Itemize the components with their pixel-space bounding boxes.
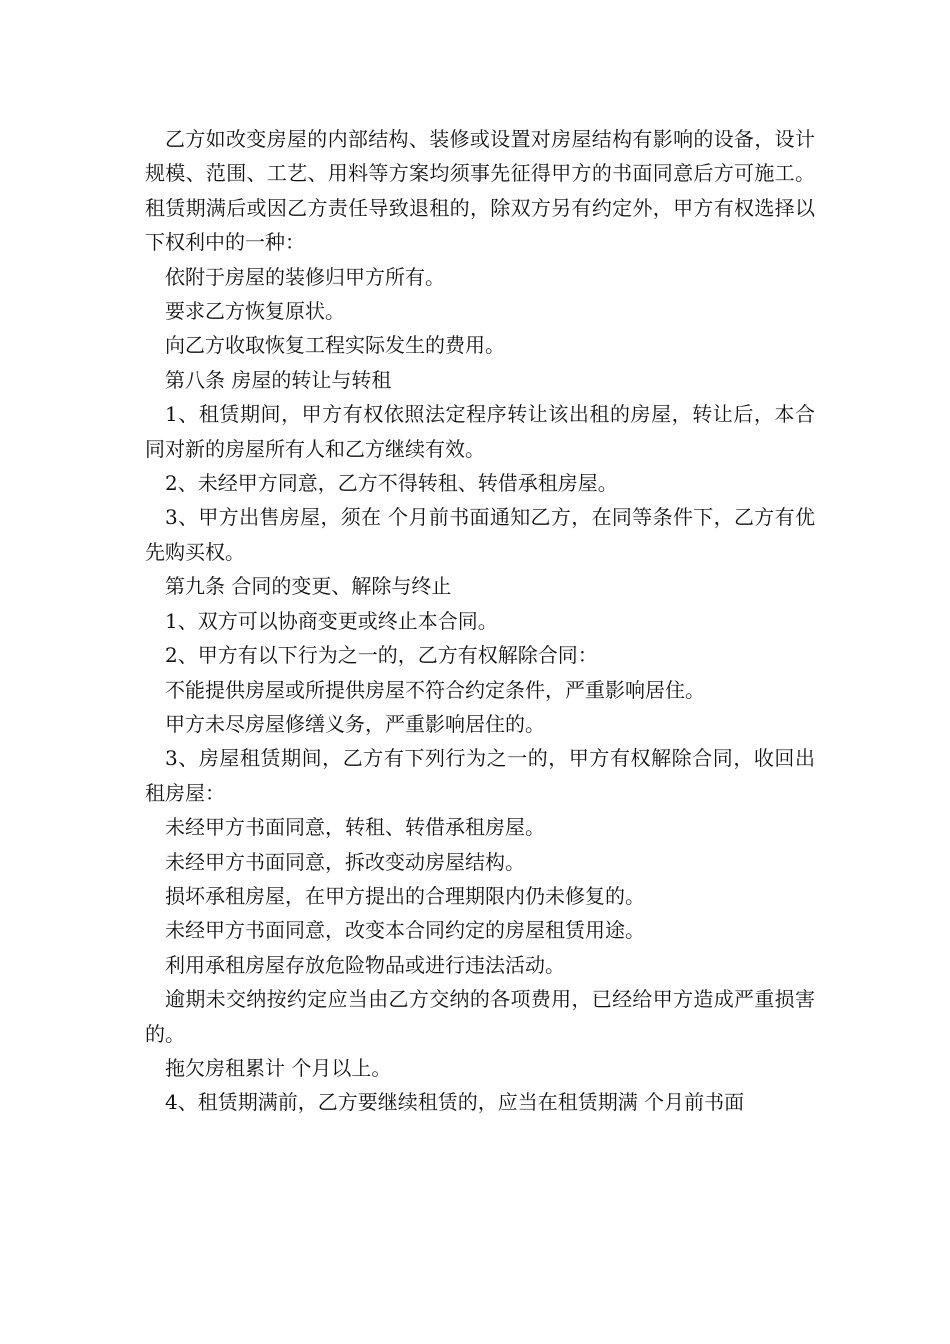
article-8-heading: 第八条 房屋的转让与转租 <box>165 367 392 392</box>
clause-3-item-1: 未经甲方书面同意，转租、转借承租房屋。 <box>165 815 545 840</box>
document-body <box>145 122 815 1120</box>
article-9-clause-3: 3、房屋租赁期间，乙方有下列行为之一的，甲方有权解除合同，收回出租房屋： <box>145 746 815 805</box>
paragraph-option-restore: 要求乙方恢复原状。 <box>165 299 345 324</box>
clause-3-item-5: 利用承租房屋存放危险物品或进行违法活动。 <box>165 952 565 977</box>
article-9-heading: 第九条 合同的变更、解除与终止 <box>165 574 452 599</box>
paragraph-option-fee: 向乙方收取恢复工程实际发生的费用。 <box>165 333 505 358</box>
paragraph-renovation-consent: 乙方如改变房屋的内部结构、装修或设置对房屋结构有影响的设备，设计规模、范围、工艺、用料等方案均须事先征得甲方的书面同意后方可施工。租赁期满后或因乙方责任导致退租的，除双方另有约定外，甲方有权选择以下权利中的一种： <box>145 127 815 255</box>
clause-3-item-4: 未经甲方书面同意，改变本合同约定的房屋租赁用途。 <box>165 918 645 943</box>
clause-3-item-6: 逾期未交纳按约定应当由乙方交纳的各项费用，已经给甲方造成严重损害的。 <box>145 987 815 1046</box>
article-8-clause-1: 1、租赁期间，甲方有权依照法定程序转让该出租的房屋，转让后，本合同对新的房屋所有人和乙方继续有效。 <box>145 402 815 461</box>
clause-3-item-7: 拖欠房租累计 个月以上。 <box>165 1055 392 1080</box>
article-9-clause-4: 4、租赁期满前，乙方要继续租赁的，应当在租赁期满 个月前书面 <box>165 1090 745 1115</box>
clause-2-item-2: 甲方未尽房屋修缮义务，严重影响居住的。 <box>165 711 545 736</box>
article-9-clause-2: 2、甲方有以下行为之一的，乙方有权解除合同： <box>165 643 598 668</box>
article-9-clause-1: 1、双方可以协商变更或终止本合同。 <box>165 608 498 633</box>
article-8-clause-3: 3、甲方出售房屋，须在 个月前书面通知乙方，在同等条件下，乙方有优先购买权。 <box>145 505 815 564</box>
clause-3-item-2: 未经甲方书面同意，拆改变动房屋结构。 <box>165 849 525 874</box>
paragraph-option-decoration: 依附于房屋的装修归甲方所有。 <box>165 264 445 289</box>
clause-3-item-3: 损坏承租房屋，在甲方提出的合理期限内仍未修复的。 <box>165 883 645 908</box>
article-8-clause-2: 2、未经甲方同意，乙方不得转租、转借承租房屋。 <box>165 471 618 496</box>
clause-2-item-1: 不能提供房屋或所提供房屋不符合约定条件，严重影响居住。 <box>165 677 705 702</box>
